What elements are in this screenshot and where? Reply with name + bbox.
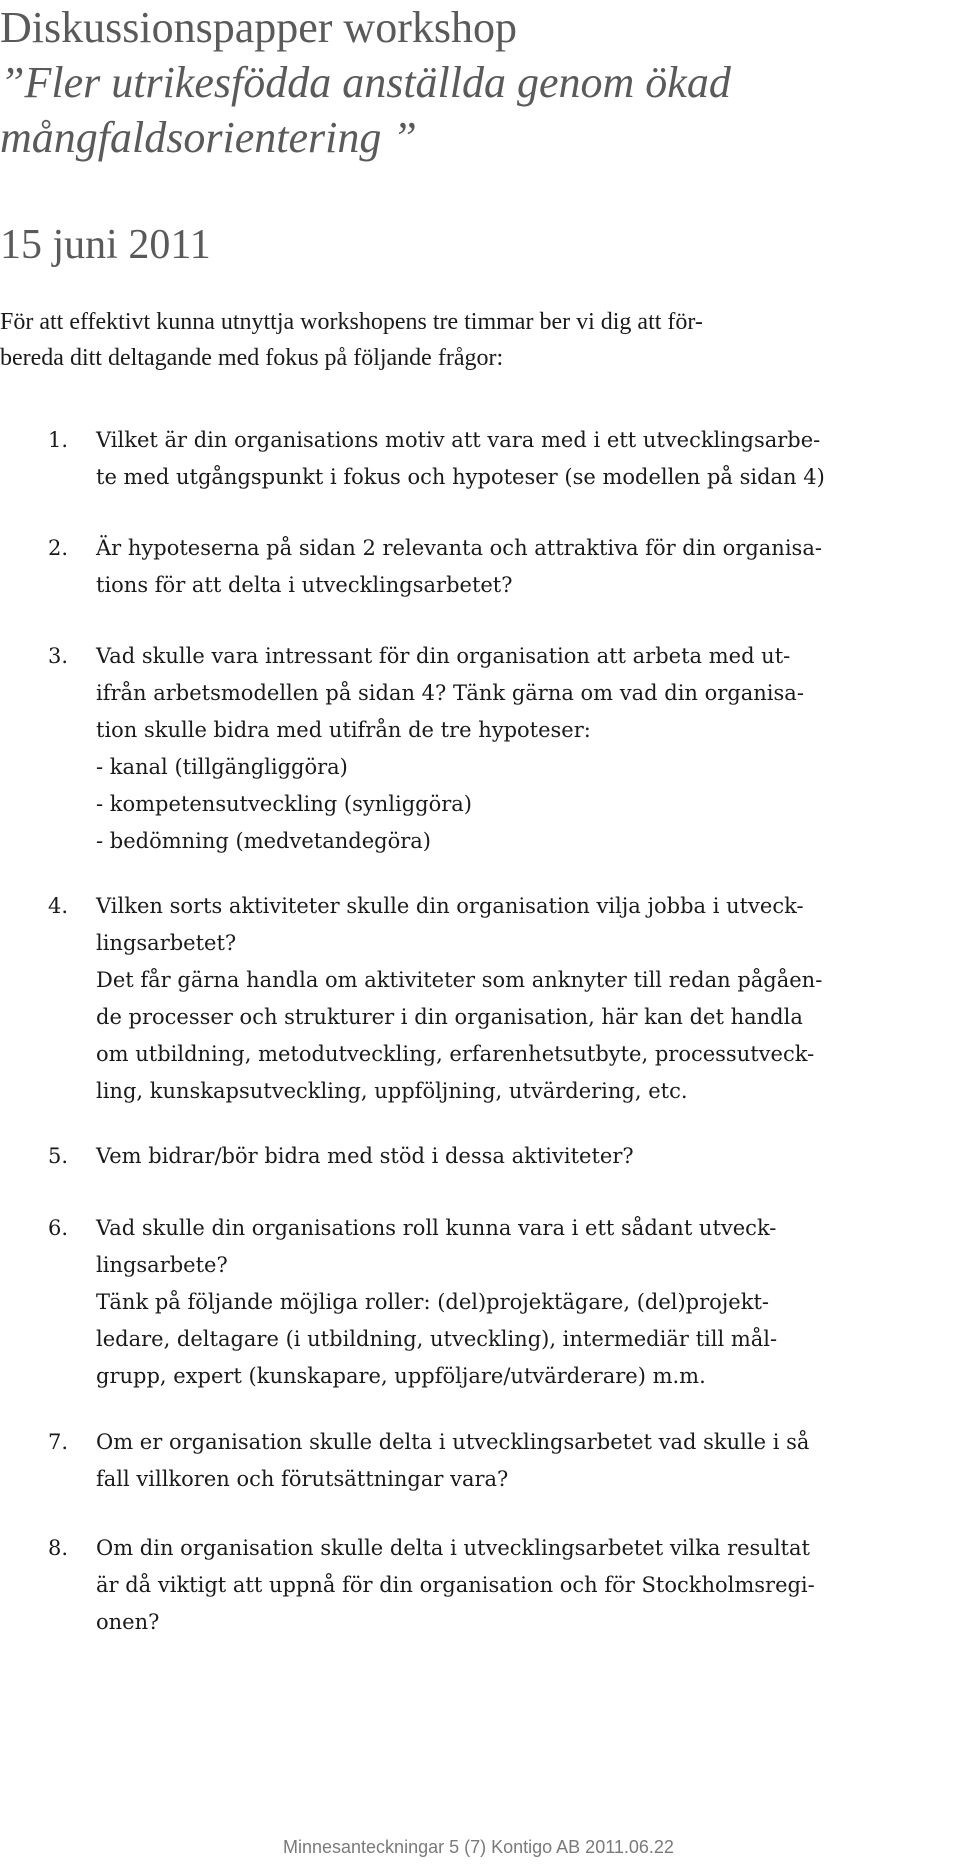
- question-number: 1.: [48, 428, 69, 452]
- question-number: 7.: [48, 1430, 69, 1454]
- question-line: om utbildning, metodutveckling, erfarenhetsutbyte, processutveck-: [96, 1042, 815, 1066]
- question-line: Om er organisation skulle delta i utvecklingsarbetet vad skulle i så: [96, 1430, 810, 1454]
- title-line-2: ”Fler utrikesfödda anställda genom ökad: [0, 58, 731, 107]
- question-text: [96, 638, 804, 860]
- question-line: fall villkoren och förutsättningar vara?: [96, 1467, 509, 1491]
- question-line: - kompetensutveckling (synliggöra): [96, 792, 472, 816]
- question-line: ling, kunskapsutveckling, uppföljning, utvärdering, etc.: [96, 1079, 688, 1103]
- question-text: [96, 1210, 777, 1395]
- question-line: Tänk på följande möjliga roller: (del)projektägare, (del)projekt-: [96, 1290, 769, 1314]
- question-line: - bedömning (medvetandegöra): [96, 829, 431, 853]
- document-title: [0, 0, 731, 165]
- intro-line: För att effektivt kunna utnyttja workshopens tre timmar ber vi dig att för-: [0, 309, 703, 335]
- intro-line: bereda ditt deltagande med fokus på följande frågor:: [0, 345, 504, 371]
- question-number: 5.: [48, 1144, 69, 1168]
- intro-paragraph: [0, 304, 935, 376]
- document-date: 15 juni 2011: [0, 222, 211, 268]
- question-line: lingsarbetet?: [96, 931, 237, 955]
- question-number: 2.: [48, 536, 69, 560]
- question-text: [96, 1424, 809, 1498]
- question-number: 3.: [48, 644, 69, 668]
- question-line: Vem bidrar/bör bidra med stöd i dessa aktiviteter?: [96, 1144, 634, 1168]
- question-line: Vilket är din organisations motiv att vara med i ett utvecklingsarbe-: [96, 428, 821, 452]
- question-line: tion skulle bidra med utifrån de tre hypoteser:: [96, 718, 591, 742]
- question-line: Vilken sorts aktiviteter skulle din organisation vilja jobba i utveck-: [96, 894, 804, 918]
- question-line: Om din organisation skulle delta i utvecklingsarbetet vilka resultat: [96, 1536, 810, 1560]
- question-line: te med utgångspunkt i fokus och hypoteser (se modellen på sidan 4): [96, 465, 825, 489]
- question-line: ifrån arbetsmodellen på sidan 4? Tänk gärna om vad din organisa-: [96, 681, 804, 705]
- question-number: 6.: [48, 1216, 69, 1240]
- title-line-3: mångfaldsorientering ”: [0, 113, 417, 162]
- question-line: Det får gärna handla om aktiviteter som anknyter till redan pågåen-: [96, 968, 823, 992]
- question-line: lingsarbete?: [96, 1253, 228, 1277]
- question-text: [96, 1138, 634, 1175]
- question-line: tions för att delta i utvecklingsarbetet?: [96, 573, 513, 597]
- question-line: är då viktigt att uppnå för din organisation och för Stockholmsregi-: [96, 1573, 815, 1597]
- question-number: 8.: [48, 1536, 69, 1560]
- question-text: [96, 422, 825, 496]
- question-text: [96, 1530, 815, 1641]
- question-line: ledare, deltagare (i utbildning, utveckling), intermediär till mål-: [96, 1327, 778, 1351]
- title-line-1: Diskussionspapper workshop: [0, 3, 517, 52]
- question-line: onen?: [96, 1610, 160, 1634]
- question-line: de processer och strukturer i din organisation, här kan det handla: [96, 1005, 803, 1029]
- question-line: Vad skulle vara intressant för din organisation att arbeta med ut-: [96, 644, 791, 668]
- question-text: [96, 530, 822, 604]
- question-line: grupp, expert (kunskapare, uppföljare/utvärderare) m.m.: [96, 1364, 706, 1388]
- question-line: - kanal (tillgängliggöra): [96, 755, 348, 779]
- page-footer: Minnesanteckningar 5 (7) Kontigo AB 2011.06.22: [283, 1837, 674, 1857]
- question-text: [96, 888, 822, 1110]
- question-line: Är hypoteserna på sidan 2 relevanta och attraktiva för din organisa-: [96, 536, 822, 560]
- question-line: Vad skulle din organisations roll kunna vara i ett sådant utveck-: [96, 1216, 777, 1240]
- question-number: 4.: [48, 894, 69, 918]
